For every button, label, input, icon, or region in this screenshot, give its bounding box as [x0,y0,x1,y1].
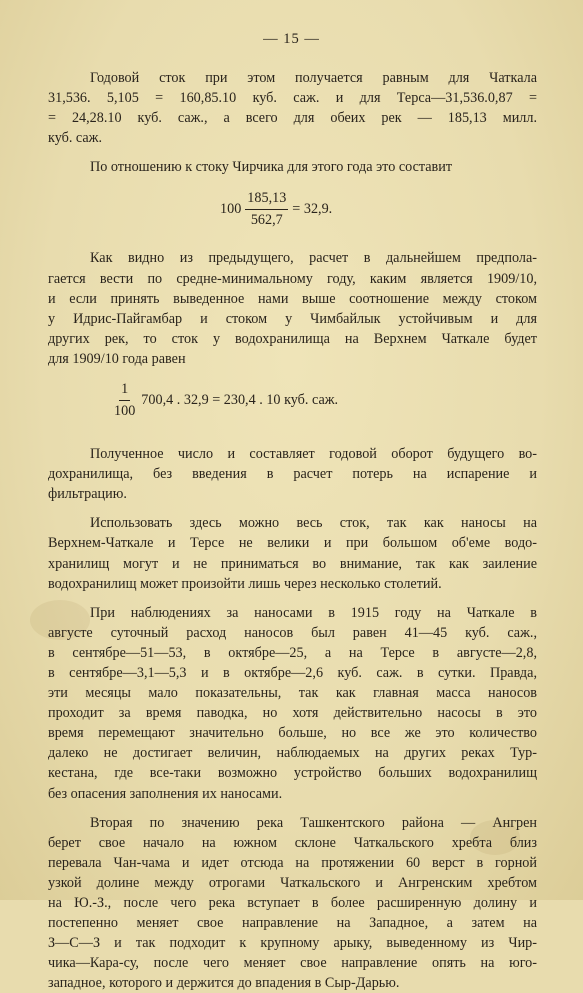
text-line: в сентябре—3,1—5,3 и в октябре—2,6 куб. саж. в сутки. Правда, [48,664,537,681]
paragraph-angren-river [48,813,537,993]
text-line: для 1909/10 года равен [48,350,186,367]
text-line: = 24,28.10 куб. саж., а всего для обеих рек — 185,13 милл. [48,110,537,127]
paragraph-calculation-basis [48,248,537,369]
text-line: далеко не достигает величин, наблюдаемых на других реках Тур- [48,745,537,762]
formula-runoff [48,378,537,422]
fraction-denominator: 100 [114,402,136,419]
fraction-denominator: 562,7 [250,211,283,228]
text-line: фильтрацию. [48,486,127,503]
paragraph-sediment-use [48,513,537,593]
text-line: Полученное число и составляет годовой оборот будущего во- [90,446,537,463]
text-line: Использовать здесь можно весь сток, так как наносы на [90,515,537,532]
text-line: в сентябре—51—53, в октябре—25, а на Терсе в августе—2,8, [48,644,537,661]
text-line: 31,536. 5,105 = 160,85.10 куб. саж. и для Терса—31,536.0,87 = [48,90,537,107]
text-line: гается вести по средне-минимальному году, каким является 1909/10, [48,270,537,287]
text-line: кестана, где все-таки возможно устройство больших водохранилищ [48,765,537,782]
text-line: время перемещают значительно больше, но все же это количество [48,725,537,742]
text-line: проходит за время паводка, но хотя действительно насосы в это [48,705,537,722]
formula-result: = 32,9. [292,201,333,218]
formula-expression: 700,4 . 32,9 = 230,4 . 10 куб. саж. [141,391,339,408]
page-number: — 15 — [263,31,320,47]
paragraph-chirchik-ratio [48,157,537,177]
text-line: постепенно меняет свое направление на Западное, а затем на [48,915,537,932]
text-line: западное, которого и держится до впадения в Сыр-Дарью. [48,975,400,992]
text-line: узкой долине между отрогами Чаткальского и Ангренским хребтом [48,874,537,891]
text-line: других рек, то сток у водохранилища на Верхнем Чаткале будет [48,330,537,347]
text-line: Как видно из предыдущего, расчет в дальнейшем предпола- [90,250,537,267]
text-line: З—С—З и так подходит к крупному арыку, выведенному из Чир- [48,935,537,952]
text-line: хранилищ могут и не приниматься во внимание, так как заиление [48,555,537,572]
text-line: на Ю.-З., после чего река вступает в более расширенную долину и [48,895,537,911]
paragraph-annual-runoff [48,68,537,148]
formula-ratio [48,186,537,232]
fraction-numerator: 185,13 [245,189,288,210]
text-line: водохранилищ может произойти лишь через несколько столетий. [48,575,442,592]
text-line: Верхнем-Чаткале и Терсе не велики и при большом об'еме водо- [48,535,537,552]
text-line: у Идрис-Пайгамбар и стоком у Чимбайлык устойчивым и для [48,310,537,327]
text-line: эти месяцы мало показательны, так как главная масса наносов [48,685,537,702]
text-line: По отношению к стоку Чирчика для этого года это составит [90,159,453,176]
text-line: При наблюдениях за наносами в 1915 году на Чаткале в [90,604,537,621]
text-line: куб. саж. [48,130,103,147]
formula-fraction [245,189,288,230]
page-body [48,68,537,993]
text-line: без опасения заполнения их наносами. [48,785,283,802]
text-line: чика—Кара-су, после чего меняет свое направление опять на юго- [48,955,537,972]
text-line: и если принять выведенное нами выше соотношение между стоком [48,290,537,307]
paragraph-sediment-observations [48,603,537,804]
text-line: Годовой сток при этом получается равным для Чаткала [90,70,537,86]
formula-fraction [112,380,137,421]
formula-coefficient: 100 [220,201,242,218]
text-line: августе суточный расход наносов был равен 41—45 куб. саж., [48,624,537,641]
text-line: перевала Чан-чама и идет отсюда на протяжении 60 верст в горной [48,854,537,871]
text-line: Вторая по значению река Ташкентского района — Ангрен [90,814,537,831]
fraction-numerator: 1 [119,380,130,401]
paragraph-annual-turnover [48,444,537,504]
text-line: берет свое начало на южном склоне Чаткальского хребта близ [48,834,537,851]
text-line: дохранилища, без введения в расчет потерь на испарение и [48,466,537,483]
